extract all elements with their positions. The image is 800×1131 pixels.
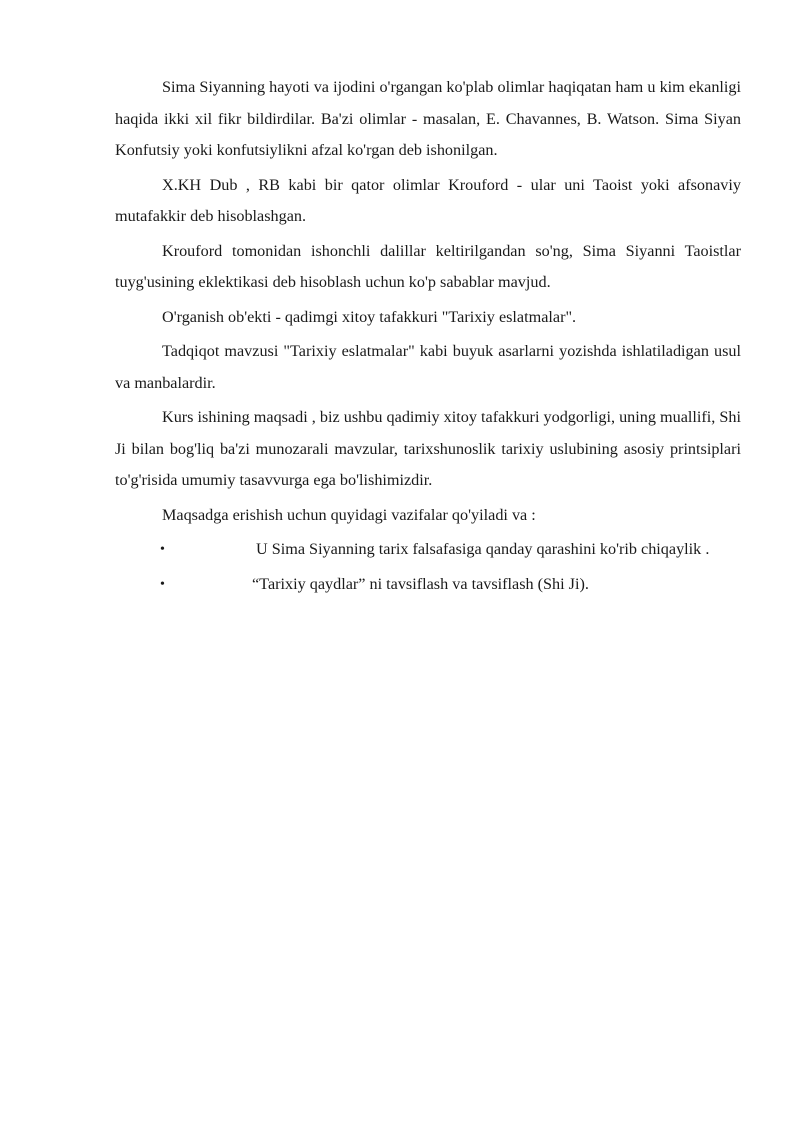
list-item	[115, 569, 741, 601]
paragraph-study-object: O'rganish ob'ekti - qadimgi xitoy tafakkuri "Tarixiy eslatmalar".	[162, 307, 577, 326]
paragraph-course-goal: Kurs ishining maqsadi , biz ushbu qadimiy xitoy tafakkuri yodgorligi, uning muallifi, Shi Ji bilan bog'liq ba'zi munozarali mavzular, tarixshunoslik tarixiy uslubining asosiy printsiplari to'g'risida umumiy tasavvurga ega bo'lishimizdir.	[115, 408, 741, 489]
paragraph-tasks-intro: Maqsadga erishish uchun quyidagi vazifalar qo'yiladi va :	[162, 505, 536, 524]
list-item	[115, 534, 741, 566]
paragraph-research-subject: Tadqiqot mavzusi "Tarixiy eslatmalar" kabi buyuk asarlarni yozishda ishlatiladigan usul va manbalardir.	[115, 342, 741, 392]
bullet-icon: •	[160, 542, 165, 557]
paragraph-crawford-evidence: Krouford tomonidan ishonchli dalillar keltirilgandan so'ng, Sima Siyanni Taoistlar tuyg'usining eklektikasi deb hisoblash uchun ko'p sabablar mavjud.	[115, 241, 741, 291]
bullet-text: U Sima Siyanning tarix falsafasiga qanday qarashini ko'rib chiqaylik .	[256, 540, 710, 558]
bullet-text: “Tarixiy qaydlar” ni tavsiflash va tavsiflash (Shi Ji).	[252, 574, 589, 593]
bullet-icon: •	[160, 576, 165, 592]
document-page	[115, 72, 741, 603]
paragraph-scholars-opinions: Sima Siyanning hayoti va ijodini o'rgangan ko'plab olimlar haqiqatan ham u kim ekanligi haqida ikki xil fikr bildirdilar. Ba'zi olimlar - masalan, E. Chavannes, B. Watson. Sima Siyan Konfutsiy yoki konfutsiylikni afzal ko'rgan deb ishonilgan.	[115, 78, 741, 159]
paragraph-taoist-view: X.KH Dub , RB kabi bir qator olimlar Krouford - ular uni Taoist yoki afsonaviy mutafakkir deb hisoblashgan.	[115, 175, 741, 225]
